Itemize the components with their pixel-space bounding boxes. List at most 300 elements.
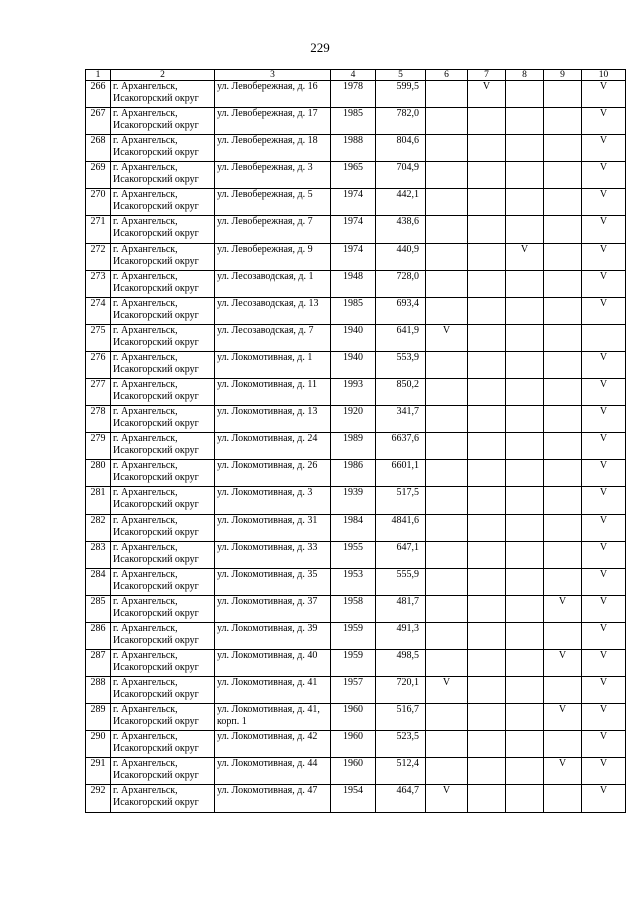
- mark-cell-7: [468, 270, 506, 297]
- mark-cell-10: [582, 324, 626, 351]
- area-cell: 728,0: [376, 270, 426, 297]
- year-cell: 1988: [331, 135, 376, 162]
- mark-cell-6: [426, 243, 468, 270]
- area-cell: 6601,1: [376, 460, 426, 487]
- year-cell: 1974: [331, 216, 376, 243]
- mark-cell-6: [426, 216, 468, 243]
- row-number: 280: [86, 460, 111, 487]
- table-row: [86, 649, 626, 676]
- row-number: 285: [86, 595, 111, 622]
- year-cell: 1984: [331, 514, 376, 541]
- mark-cell-10: V: [582, 297, 626, 324]
- address-cell: ул. Локомотивная, д. 40: [215, 649, 331, 676]
- mark-cell-6: [426, 758, 468, 785]
- table-row: [86, 677, 626, 704]
- year-cell: 1957: [331, 677, 376, 704]
- mark-cell-6: [426, 595, 468, 622]
- city-cell: г. Архангельск, Исакогорский округ: [111, 135, 215, 162]
- address-cell: ул. Локомотивная, д. 3: [215, 487, 331, 514]
- city-cell: г. Архангельск, Исакогорский округ: [111, 649, 215, 676]
- mark-cell-7: V: [468, 81, 506, 108]
- row-number: 284: [86, 568, 111, 595]
- area-cell: 804,6: [376, 135, 426, 162]
- area-cell: 850,2: [376, 379, 426, 406]
- mark-cell-10: V: [582, 270, 626, 297]
- column-header: 6: [426, 70, 468, 81]
- mark-cell-6: [426, 270, 468, 297]
- mark-cell-10: V: [582, 81, 626, 108]
- mark-cell-9: [544, 270, 582, 297]
- column-header: 4: [331, 70, 376, 81]
- row-number: 290: [86, 731, 111, 758]
- mark-cell-7: [468, 297, 506, 324]
- row-number: 268: [86, 135, 111, 162]
- year-cell: 1953: [331, 568, 376, 595]
- mark-cell-8: [506, 81, 544, 108]
- mark-cell-8: [506, 297, 544, 324]
- mark-cell-6: [426, 541, 468, 568]
- row-number: 288: [86, 677, 111, 704]
- area-cell: 516,7: [376, 704, 426, 731]
- table-row: [86, 622, 626, 649]
- year-cell: 1939: [331, 487, 376, 514]
- row-number: 279: [86, 433, 111, 460]
- city-cell: г. Архангельск, Исакогорский округ: [111, 460, 215, 487]
- mark-cell-6: [426, 108, 468, 135]
- mark-cell-10: V: [582, 108, 626, 135]
- area-cell: 512,4: [376, 758, 426, 785]
- mark-cell-6: [426, 622, 468, 649]
- area-cell: 464,7: [376, 785, 426, 812]
- mark-cell-8: [506, 270, 544, 297]
- year-cell: 1960: [331, 704, 376, 731]
- year-cell: 1959: [331, 649, 376, 676]
- table-row: [86, 568, 626, 595]
- city-cell: г. Архангельск, Исакогорский округ: [111, 81, 215, 108]
- address-cell: ул. Лесозаводская, д. 13: [215, 297, 331, 324]
- city-cell: г. Архангельск, Исакогорский округ: [111, 216, 215, 243]
- mark-cell-6: V: [426, 785, 468, 812]
- mark-cell-7: [468, 731, 506, 758]
- mark-cell-8: [506, 162, 544, 189]
- mark-cell-10: V: [582, 541, 626, 568]
- year-cell: 1940: [331, 324, 376, 351]
- city-cell: г. Архангельск, Исакогорский округ: [111, 433, 215, 460]
- year-cell: 1985: [331, 297, 376, 324]
- row-number: 283: [86, 541, 111, 568]
- table-row: [86, 758, 626, 785]
- mark-cell-8: [506, 108, 544, 135]
- mark-cell-9: V: [544, 649, 582, 676]
- table-row: [86, 297, 626, 324]
- mark-cell-6: [426, 162, 468, 189]
- address-cell: ул. Локомотивная, д. 39: [215, 622, 331, 649]
- table-row: [86, 216, 626, 243]
- column-header: 9: [544, 70, 582, 81]
- mark-cell-7: [468, 487, 506, 514]
- table-row: [86, 379, 626, 406]
- address-cell: ул. Локомотивная, д. 35: [215, 568, 331, 595]
- mark-cell-10: V: [582, 595, 626, 622]
- mark-cell-8: [506, 514, 544, 541]
- mark-cell-6: [426, 406, 468, 433]
- address-cell: ул. Лесозаводская, д. 1: [215, 270, 331, 297]
- mark-cell-7: [468, 379, 506, 406]
- mark-cell-7: [468, 135, 506, 162]
- year-cell: 1920: [331, 406, 376, 433]
- table-row: [86, 460, 626, 487]
- address-cell: ул. Левобережная, д. 16: [215, 81, 331, 108]
- row-number: 273: [86, 270, 111, 297]
- mark-cell-6: [426, 189, 468, 216]
- page-number: 229: [310, 40, 330, 55]
- row-number: 271: [86, 216, 111, 243]
- table-row: [86, 514, 626, 541]
- address-cell: ул. Локомотивная, д. 33: [215, 541, 331, 568]
- mark-cell-8: [506, 731, 544, 758]
- mark-cell-7: [468, 324, 506, 351]
- table-row: [86, 81, 626, 108]
- column-header: 3: [215, 70, 331, 81]
- mark-cell-9: [544, 406, 582, 433]
- mark-cell-10: V: [582, 216, 626, 243]
- area-cell: 782,0: [376, 108, 426, 135]
- row-number: 269: [86, 162, 111, 189]
- mark-cell-6: [426, 297, 468, 324]
- mark-cell-10: V: [582, 135, 626, 162]
- table-row: [86, 324, 626, 351]
- mark-cell-9: V: [544, 758, 582, 785]
- mark-cell-10: V: [582, 649, 626, 676]
- mark-cell-9: [544, 622, 582, 649]
- address-cell: ул. Левобережная, д. 9: [215, 243, 331, 270]
- address-cell: ул. Локомотивная, д. 1: [215, 351, 331, 378]
- address-cell: ул. Локомотивная, д. 41: [215, 677, 331, 704]
- area-cell: 440,9: [376, 243, 426, 270]
- row-number: 277: [86, 379, 111, 406]
- header-row: [86, 70, 626, 81]
- mark-cell-10: V: [582, 460, 626, 487]
- row-number: 276: [86, 351, 111, 378]
- table-row: [86, 351, 626, 378]
- area-cell: 704,9: [376, 162, 426, 189]
- address-cell: ул. Локомотивная, д. 31: [215, 514, 331, 541]
- year-cell: 1960: [331, 758, 376, 785]
- mark-cell-9: [544, 81, 582, 108]
- address-cell: ул. Левобережная, д. 5: [215, 189, 331, 216]
- area-cell: 647,1: [376, 541, 426, 568]
- column-header: 5: [376, 70, 426, 81]
- mark-cell-9: [544, 108, 582, 135]
- mark-cell-7: [468, 649, 506, 676]
- mark-cell-9: [544, 541, 582, 568]
- mark-cell-8: [506, 785, 544, 812]
- mark-cell-6: [426, 731, 468, 758]
- year-cell: 1965: [331, 162, 376, 189]
- mark-cell-7: [468, 595, 506, 622]
- mark-cell-9: [544, 351, 582, 378]
- mark-cell-8: [506, 379, 544, 406]
- mark-cell-6: [426, 460, 468, 487]
- city-cell: г. Архангельск, Исакогорский округ: [111, 731, 215, 758]
- row-number: 270: [86, 189, 111, 216]
- city-cell: г. Архангельск, Исакогорский округ: [111, 622, 215, 649]
- table-row: [86, 406, 626, 433]
- table-row: [86, 189, 626, 216]
- table-row: [86, 704, 626, 731]
- area-cell: 442,1: [376, 189, 426, 216]
- mark-cell-6: V: [426, 677, 468, 704]
- mark-cell-8: [506, 135, 544, 162]
- city-cell: г. Архангельск, Исакогорский округ: [111, 379, 215, 406]
- mark-cell-6: [426, 568, 468, 595]
- city-cell: г. Архангельск, Исакогорский округ: [111, 297, 215, 324]
- address-cell: ул. Локомотивная, д. 41, корп. 1: [215, 704, 331, 731]
- column-header: 8: [506, 70, 544, 81]
- area-cell: 491,3: [376, 622, 426, 649]
- mark-cell-7: [468, 433, 506, 460]
- city-cell: г. Архангельск, Исакогорский округ: [111, 189, 215, 216]
- row-number: 266: [86, 81, 111, 108]
- mark-cell-10: V: [582, 785, 626, 812]
- mark-cell-8: [506, 568, 544, 595]
- city-cell: г. Архангельск, Исакогорский округ: [111, 487, 215, 514]
- mark-cell-7: [468, 162, 506, 189]
- mark-cell-9: V: [544, 704, 582, 731]
- mark-cell-7: [468, 514, 506, 541]
- city-cell: г. Архангельск, Исакогорский округ: [111, 758, 215, 785]
- city-cell: г. Архангельск, Исакогорский округ: [111, 704, 215, 731]
- mark-cell-7: [468, 108, 506, 135]
- mark-cell-6: [426, 351, 468, 378]
- city-cell: г. Архангельск, Исакогорский округ: [111, 785, 215, 812]
- mark-cell-8: [506, 649, 544, 676]
- city-cell: г. Архангельск, Исакогорский округ: [111, 541, 215, 568]
- area-cell: 438,6: [376, 216, 426, 243]
- city-cell: г. Архангельск, Исакогорский округ: [111, 406, 215, 433]
- mark-cell-9: [544, 487, 582, 514]
- row-number: 286: [86, 622, 111, 649]
- area-cell: 523,5: [376, 731, 426, 758]
- row-number: 292: [86, 785, 111, 812]
- mark-cell-9: [544, 162, 582, 189]
- mark-cell-9: [544, 677, 582, 704]
- table-row: [86, 487, 626, 514]
- mark-cell-10: V: [582, 704, 626, 731]
- mark-cell-7: [468, 406, 506, 433]
- area-cell: 555,9: [376, 568, 426, 595]
- mark-cell-8: [506, 433, 544, 460]
- mark-cell-8: [506, 541, 544, 568]
- mark-cell-10: V: [582, 677, 626, 704]
- row-number: 274: [86, 297, 111, 324]
- column-header: 2: [111, 70, 215, 81]
- row-number: 275: [86, 324, 111, 351]
- mark-cell-10: V: [582, 162, 626, 189]
- mark-cell-10: V: [582, 758, 626, 785]
- mark-cell-9: V: [544, 595, 582, 622]
- mark-cell-9: [544, 189, 582, 216]
- table-row: [86, 785, 626, 812]
- table-body: [86, 81, 626, 813]
- mark-cell-8: [506, 216, 544, 243]
- row-number: 278: [86, 406, 111, 433]
- mark-cell-8: [506, 460, 544, 487]
- year-cell: 1989: [331, 433, 376, 460]
- table-row: [86, 731, 626, 758]
- area-cell: 693,4: [376, 297, 426, 324]
- address-cell: ул. Левобережная, д. 3: [215, 162, 331, 189]
- table-row: [86, 541, 626, 568]
- address-cell: ул. Левобережная, д. 7: [215, 216, 331, 243]
- address-cell: ул. Локомотивная, д. 24: [215, 433, 331, 460]
- mark-cell-10: V: [582, 731, 626, 758]
- column-header: 7: [468, 70, 506, 81]
- year-cell: 1948: [331, 270, 376, 297]
- address-cell: ул. Локомотивная, д. 13: [215, 406, 331, 433]
- city-cell: г. Архангельск, Исакогорский округ: [111, 108, 215, 135]
- year-cell: 1978: [331, 81, 376, 108]
- year-cell: 1985: [331, 108, 376, 135]
- year-cell: 1955: [331, 541, 376, 568]
- mark-cell-10: V: [582, 487, 626, 514]
- mark-cell-8: [506, 406, 544, 433]
- year-cell: 1974: [331, 189, 376, 216]
- row-number: 281: [86, 487, 111, 514]
- area-cell: 553,9: [376, 351, 426, 378]
- city-cell: г. Архангельск, Исакогорский округ: [111, 677, 215, 704]
- mark-cell-9: [544, 297, 582, 324]
- mark-cell-10: V: [582, 514, 626, 541]
- city-cell: г. Архангельск, Исакогорский округ: [111, 270, 215, 297]
- year-cell: 1959: [331, 622, 376, 649]
- mark-cell-8: V: [506, 243, 544, 270]
- address-cell: ул. Локомотивная, д. 26: [215, 460, 331, 487]
- year-cell: 1993: [331, 379, 376, 406]
- row-number: 289: [86, 704, 111, 731]
- mark-cell-7: [468, 189, 506, 216]
- mark-cell-8: [506, 704, 544, 731]
- city-cell: г. Архангельск, Исакогорский округ: [111, 324, 215, 351]
- mark-cell-10: V: [582, 351, 626, 378]
- row-number: 267: [86, 108, 111, 135]
- mark-cell-9: [544, 433, 582, 460]
- area-cell: 641,9: [376, 324, 426, 351]
- mark-cell-7: [468, 351, 506, 378]
- mark-cell-7: [468, 243, 506, 270]
- table-row: [86, 243, 626, 270]
- mark-cell-9: [544, 135, 582, 162]
- city-cell: г. Архангельск, Исакогорский округ: [111, 351, 215, 378]
- area-cell: 599,5: [376, 81, 426, 108]
- table-row: [86, 433, 626, 460]
- housing-table: [85, 69, 626, 813]
- year-cell: 1960: [331, 731, 376, 758]
- mark-cell-6: [426, 487, 468, 514]
- address-cell: ул. Локомотивная, д. 42: [215, 731, 331, 758]
- mark-cell-10: V: [582, 622, 626, 649]
- year-cell: 1974: [331, 243, 376, 270]
- mark-cell-9: [544, 514, 582, 541]
- mark-cell-6: [426, 649, 468, 676]
- table-row: [86, 108, 626, 135]
- row-number: 291: [86, 758, 111, 785]
- mark-cell-9: [544, 379, 582, 406]
- area-cell: 720,1: [376, 677, 426, 704]
- address-cell: ул. Локомотивная, д. 11: [215, 379, 331, 406]
- mark-cell-9: [544, 785, 582, 812]
- area-cell: 498,5: [376, 649, 426, 676]
- year-cell: 1940: [331, 351, 376, 378]
- mark-cell-6: [426, 135, 468, 162]
- city-cell: г. Архангельск, Исакогорский округ: [111, 568, 215, 595]
- mark-cell-6: [426, 433, 468, 460]
- mark-cell-9: [544, 568, 582, 595]
- address-cell: ул. Левобережная, д. 17: [215, 108, 331, 135]
- mark-cell-6: [426, 514, 468, 541]
- mark-cell-8: [506, 595, 544, 622]
- mark-cell-8: [506, 189, 544, 216]
- table-row: [86, 595, 626, 622]
- column-header: 10: [582, 70, 626, 81]
- city-cell: г. Архангельск, Исакогорский округ: [111, 162, 215, 189]
- year-cell: 1958: [331, 595, 376, 622]
- row-number: 287: [86, 649, 111, 676]
- mark-cell-10: V: [582, 568, 626, 595]
- area-cell: 4841,6: [376, 514, 426, 541]
- table-row: [86, 162, 626, 189]
- mark-cell-9: [544, 731, 582, 758]
- area-cell: 481,7: [376, 595, 426, 622]
- mark-cell-10: V: [582, 243, 626, 270]
- table-row: [86, 135, 626, 162]
- mark-cell-8: [506, 487, 544, 514]
- area-cell: 6637,6: [376, 433, 426, 460]
- mark-cell-7: [468, 704, 506, 731]
- mark-cell-10: V: [582, 406, 626, 433]
- mark-cell-7: [468, 541, 506, 568]
- area-cell: 517,5: [376, 487, 426, 514]
- row-number: 272: [86, 243, 111, 270]
- mark-cell-9: [544, 243, 582, 270]
- address-cell: ул. Локомотивная, д. 37: [215, 595, 331, 622]
- address-cell: ул. Лесозаводская, д. 7: [215, 324, 331, 351]
- mark-cell-7: [468, 216, 506, 243]
- mark-cell-9: [544, 216, 582, 243]
- mark-cell-8: [506, 758, 544, 785]
- mark-cell-7: [468, 622, 506, 649]
- mark-cell-6: [426, 379, 468, 406]
- mark-cell-6: V: [426, 324, 468, 351]
- city-cell: г. Архангельск, Исакогорский округ: [111, 595, 215, 622]
- mark-cell-6: [426, 81, 468, 108]
- address-cell: ул. Левобережная, д. 18: [215, 135, 331, 162]
- mark-cell-7: [468, 460, 506, 487]
- mark-cell-6: [426, 704, 468, 731]
- mark-cell-7: [468, 568, 506, 595]
- mark-cell-9: [544, 324, 582, 351]
- mark-cell-10: V: [582, 189, 626, 216]
- area-cell: 341,7: [376, 406, 426, 433]
- mark-cell-10: V: [582, 379, 626, 406]
- row-number: 282: [86, 514, 111, 541]
- mark-cell-8: [506, 677, 544, 704]
- mark-cell-8: [506, 324, 544, 351]
- table-row: [86, 270, 626, 297]
- mark-cell-9: [544, 460, 582, 487]
- city-cell: г. Архангельск, Исакогорский округ: [111, 243, 215, 270]
- mark-cell-8: [506, 351, 544, 378]
